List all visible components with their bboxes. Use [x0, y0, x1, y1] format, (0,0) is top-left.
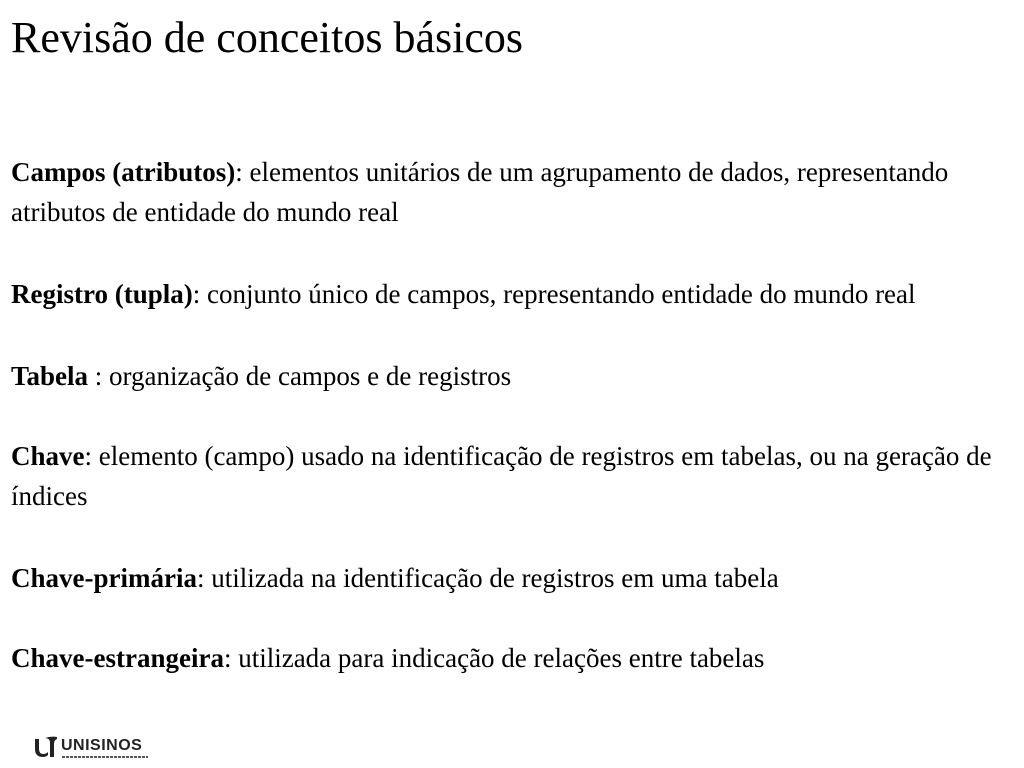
unisinos-logo-icon [33, 736, 59, 760]
definition-text: : utilizada para indicação de relações entre tabelas [223, 643, 765, 673]
logo-wordmark: UNISINOS [61, 737, 143, 754]
definition-term: Tabela [11, 361, 89, 391]
logo-tagline [62, 756, 148, 758]
slide-title: Revisão de conceitos básicos [11, 13, 523, 62]
definition-text: : utilizada na identificação de registros em uma tabela [196, 563, 779, 593]
unisinos-logo [33, 734, 149, 764]
definition-chave-primaria [11, 558, 1019, 598]
definition-term: Chave [11, 441, 85, 471]
definition-chave [11, 436, 1019, 516]
definition-text: : organização de campos e de registros [88, 361, 512, 391]
definition-term: Chave-primária [11, 563, 197, 593]
definitions-list [11, 152, 1019, 718]
definition-text: : elemento (campo) usado na identificação de registros em tabelas, ou na geração de índices [11, 441, 992, 511]
definition-campos [11, 152, 1019, 232]
definition-text: : conjunto único de campos, representando entidade do mundo real [192, 279, 916, 309]
definition-tabela [11, 356, 1019, 396]
definition-term: Campos (atributos) [11, 157, 236, 187]
definition-chave-estrangeira [11, 638, 1019, 678]
definition-term: Registro (tupla) [11, 279, 193, 309]
definition-term: Chave-estrangeira [11, 643, 224, 673]
definition-text: : elementos unitários de um agrupamento de dados, representando atributos de entidade do mundo real [11, 157, 949, 227]
definition-registro [11, 274, 1019, 314]
